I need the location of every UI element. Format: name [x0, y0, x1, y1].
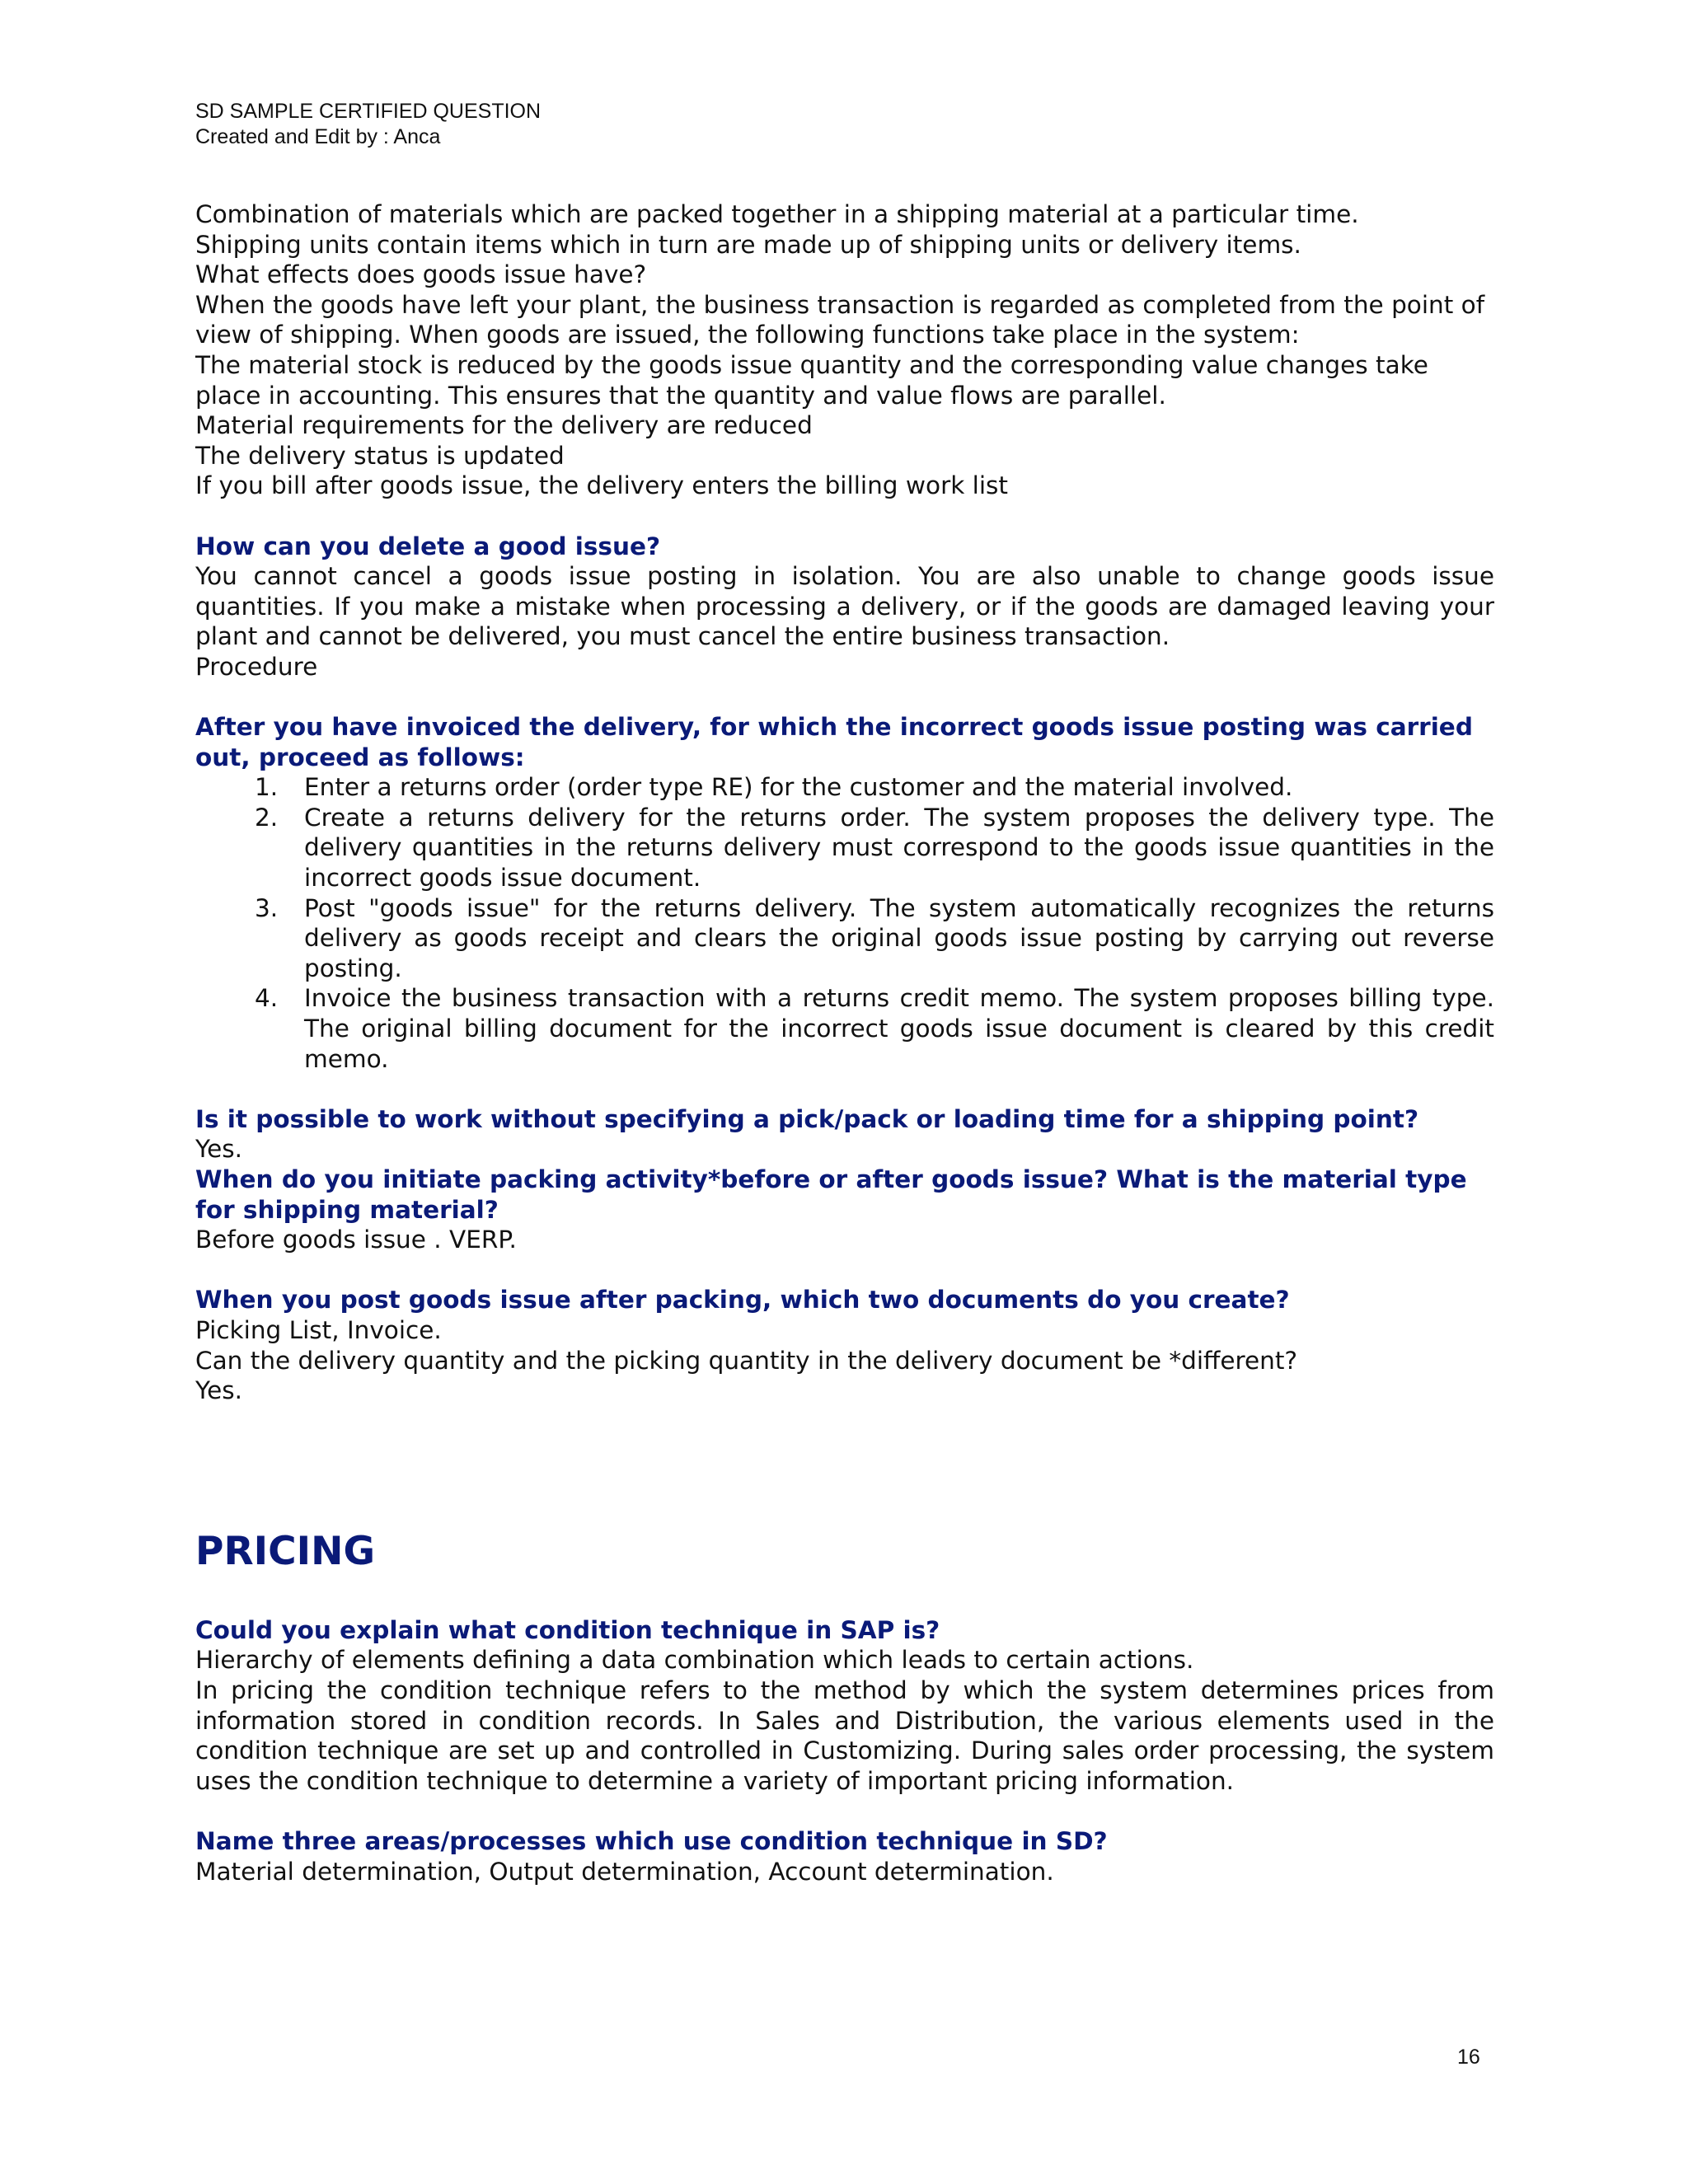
question-heading: When you post goods issue after packing, which two documents do you create? — [195, 1286, 1290, 1315]
question-heading: Name three areas/processes which use condition technique in SD? — [195, 1826, 1108, 1855]
header-title: SD SAMPLE CERTIFIED QUESTION — [195, 100, 542, 123]
answer-text: Yes. — [195, 1376, 242, 1405]
paragraph: Combination of materials which are packed together in a shipping material at a particular time. — [195, 200, 1359, 228]
page-number: 16 — [1457, 2046, 1480, 2069]
question-heading: Is it possible to work without specifying a pick/pack or loading time for a shipping point? — [195, 1104, 1419, 1133]
question-heading: Could you explain what condition technique in SAP is? — [195, 1615, 940, 1644]
step-number: 1. — [255, 773, 279, 802]
paragraph: Shipping units contain items which in turn are made up of shipping units or delivery items. — [195, 230, 1301, 259]
answer-text: Picking List, Invoice. — [195, 1315, 442, 1344]
list-item — [195, 893, 1494, 984]
header-author: Created and Edit by : Anca — [195, 125, 441, 148]
section-title: PRICING — [195, 1528, 376, 1574]
step-number: 2. — [255, 803, 279, 832]
paragraph: When the goods have left your plant, the business transaction is regarded as completed from the point of view of shipping. When goods are issued, the following functions take place in the system: — [195, 290, 1485, 349]
question-heading: When do you initiate packing activity*before or after goods issue? What is the material type for shipping material? — [195, 1165, 1467, 1224]
paragraph: The delivery status is updated — [195, 441, 565, 470]
step-text: Invoice the business transaction with a returns credit memo. The system proposes billing type. The original billing document for the incorrect goods issue document is cleared by this credit memo. — [304, 984, 1494, 1073]
paragraph: Material requirements for the delivery are reduced — [195, 411, 813, 440]
procedure-steps-list — [195, 772, 1494, 1074]
page-content — [195, 199, 1494, 1886]
page-header — [195, 99, 541, 150]
answer-text: Procedure — [195, 652, 318, 681]
list-item — [195, 983, 1494, 1074]
answer-text: Yes. — [195, 1135, 242, 1164]
step-text: Post "goods issue" for the returns delivery. The system automatically recognizes the returns delivery as goods receipt and clears the original goods issue posting by carrying out reverse posting. — [304, 893, 1494, 982]
paragraph: The material stock is reduced by the goods issue quantity and the corresponding value changes take place in accounting. This ensures that the quantity and value flows are parallel. — [195, 350, 1428, 410]
answer-text: Before goods issue . VERP. — [195, 1226, 517, 1254]
question-text: Can the delivery quantity and the picking quantity in the delivery document be *different? — [195, 1346, 1298, 1375]
step-text: Enter a returns order (order type RE) for the customer and the material involved. — [304, 773, 1293, 802]
answer-text: Hierarchy of elements defining a data combination which leads to certain actions. — [195, 1646, 1194, 1675]
answer-text: Material determination, Output determination, Account determination. — [195, 1857, 1054, 1886]
step-text: Create a returns delivery for the returns order. The system proposes the delivery type. The delivery quantities in the returns delivery must correspond to the goods issue quantities in the incorrect goods issue document. — [304, 803, 1494, 893]
step-number: 4. — [255, 984, 279, 1013]
question-heading: How can you delete a good issue? — [195, 532, 661, 560]
answer-text: You cannot cancel a goods issue posting in isolation. You are also unable to change goods issue quantities. If you make a mistake when processing a delivery, or if the goods are damaged leaving your plant and cannot be delivered, you must cancel the entire business transaction. — [195, 562, 1494, 651]
list-item — [195, 803, 1494, 893]
answer-text: In pricing the condition technique refers to the method by which the system determines prices from information stored in condition records. In Sales and Distribution, the various elements used in the condition technique are set up and controlled in Customizing. During sales order processing, the system uses the condition technique to determine a variety of important pricing information. — [195, 1675, 1494, 1795]
paragraph: What effects does goods issue have? — [195, 260, 647, 289]
question-heading: After you have invoiced the delivery, for which the incorrect goods issue posting was carried out, proceed as follows: — [195, 713, 1473, 771]
paragraph: If you bill after goods issue, the delivery enters the billing work list — [195, 471, 1008, 500]
step-number: 3. — [255, 893, 279, 922]
list-item — [195, 772, 1494, 803]
